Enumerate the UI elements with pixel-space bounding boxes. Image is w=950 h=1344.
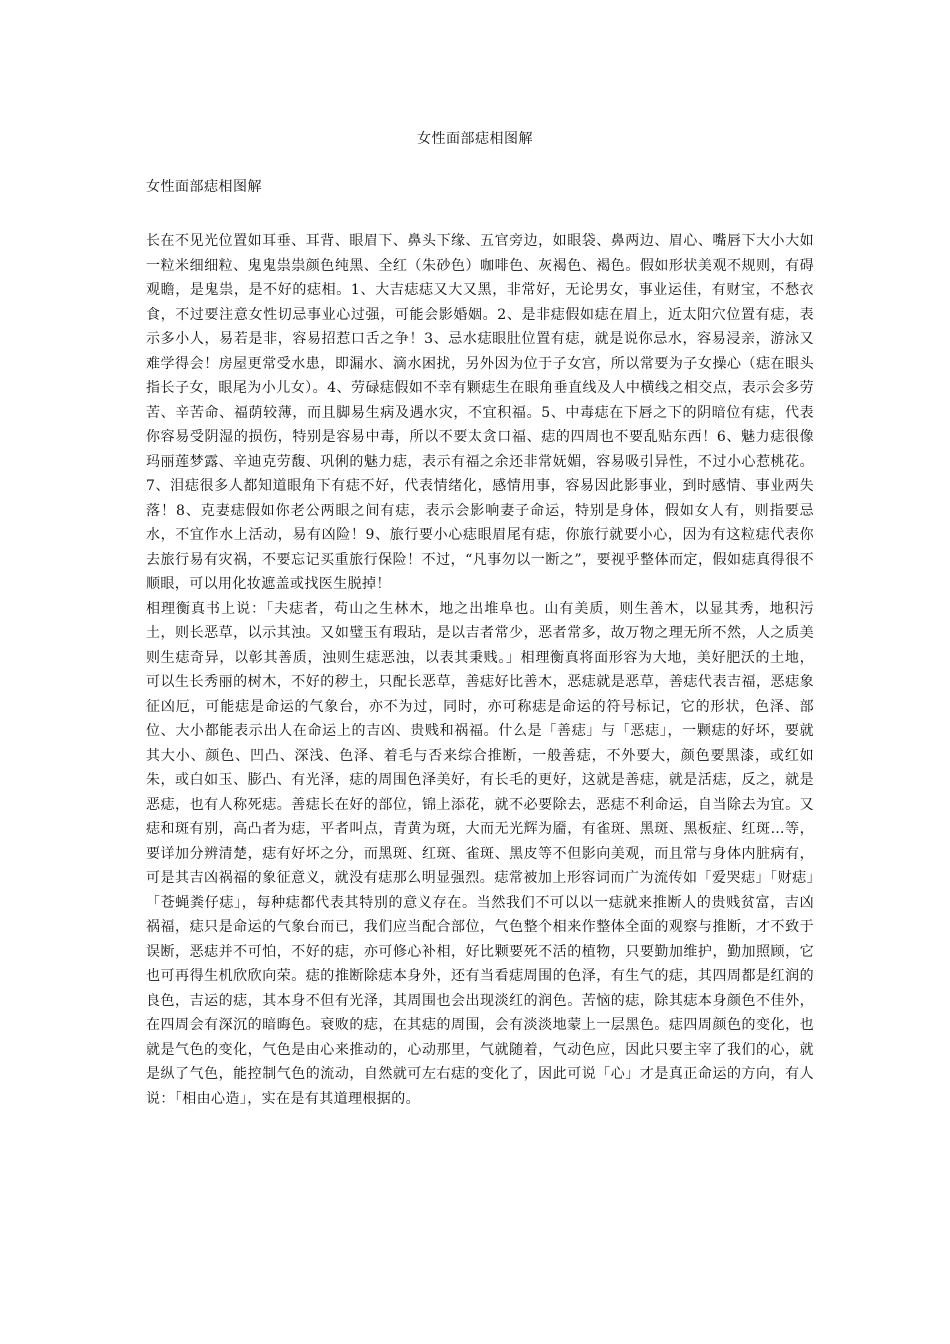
section-heading: 女性面部痣相图解	[146, 179, 262, 195]
body-paragraph: 相理衡真书上说：「夫痣者，苟山之生林木，地之出堆阜也。山有美质，则生善木，以显其秀，地积污土，则长恶草，以示其浊。又如璧玉有瑕玷，是以吉者常少，恶者常多，故万物之理无所不然，人之质美则生痣奇异，以彰其善质，浊则生痣恶浊，以表其秉贱。」相理衡真将面形容为大地，美好肥沃的土地，可以生长秀丽的树木，不好的秽土，只配长恶草，善痣好比善木，恶痣就是恶草，善痣代表吉福，恶痣象征凶厄，可能痣是命运的气象台，亦不为过，同时，亦可称痣是命运的符号标记，它的形状，色泽、部位、大小都能表示出人在命运上的吉凶、贵贱和祸福。什么是「善痣」与「恶痣」，一颗痣的好坏，要就其大小、颜色、凹凸、深浅、色泽、着毛与否来综合推断，一般善痣，不外要大，颜色要黑漆，或红如朱，或白如玉、膨凸、有光泽，痣的周围色泽美好，有长毛的更好，这就是善痣，就是活痣，反之，就是恶痣，也有人称死痣。善痣长在好的部位，锦上添花，就不必要除去，恶痣不利命运，自当除去为宜。又痣和斑有别，高凸者为痣，平者叫点，青黄为斑，大而无光辉为靥，有雀斑、黑斑、黑板症、红斑…等，要详加分辨清楚，痣有好坏之分，而黑斑、红斑、雀斑、黑皮等不但影向美观，而且常与身体内脏病有，可是其吉凶祸福的象征意义，就没有痣那么明显强烈。痣常被加上形容词而广为流传如「爱哭痣」「财痣」「苍蝇粪仔痣」，每种痣都代表其特別的意义存在。当然我们不可以以一痣就来推断人的贵贱贫富，吉凶祸福，痣只是命运的气象台而已，我们应当配合部位，气色整个相来作整体全面的观察与推断，才不致于误断，恶痣并不可怕，不好的痣，亦可修心补相，好比颗要死不活的植物，只要勤加维护，勤加照顾，它也可再得生机欣欣向荣。痣的推断除痣本身外，还有当看痣周围的色泽，有生气的痣，其四周都是红润的良色，吉运的痣，其本身不但有光泽，其周围也会出现淡红的润色。苦恼的痣，除其痣本身颜色不佳外，在四周会有深沉的暗晦色。衰败的痣，在其痣的周围，会有淡淡地蒙上一层黑色。痣四周颜色的变化，也就是气色的变化，气色是由心来推动的，心动那里，气就随着，气动色应，因此只要主宰了我们的心，就是纵了气色，能控制气色的流动，自然就可左右痣的变化了，因此可说「心」才是真正命运的方向，有人说：「相由心造」，实在是有其道理根据的。	[146, 600, 814, 1107]
page-title: 女性面部痣相图解	[417, 131, 533, 147]
body-paragraph: 长在不见光位置如耳垂、耳背、眼眉下、鼻头下缘、五官旁边，如眼袋、鼻两边、眉心、嘴唇下大小大如一粒米细细粒、鬼鬼祟祟颜色纯黑、全红（朱砂色）咖啡色、灰褐色、褐色。假如形状美观不规则，有碍观瞻，是鬼祟，是不好的痣相。1、大吉痣痣又大又黑，非常好，无论男女，事业运佳，有财宝，不愁衣食，不过要注意女性切忌事业心过强，可能会影婚姻。2、是非痣假如痣在眉上，近太阳穴位置有痣，表示多小人，易若是非，容易招惹口舌之争！3、忌水痣眼肚位置有痣，就是说你忌水，容易浸亲，游泳又难学得会！房屋更常受水患，即漏水、滴水困扰，另外因为位于子女宫，所以常要为子女操心（痣在眼头指长子女，眼尾为小儿女）。4、劳碌痣假如不幸有颗痣生在眼角垂直线及人中横线之相交点，表示会多劳苦、辛苦命、福荫较薄，而且脚易生病及遇水灾，不宜积福。5、中毒痣在下唇之下的阴暗位有痣，代表你容易受阴湿的损伤，特别是容易中毒，所以不要太贪口福、痣的四周也不要乱贴东西！6、魅力痣很像玛丽莲梦露、辛迪克劳馥、巩俐的魅力痣，表示有福之余还非常妩媚，容易吸引异性，不过小心惹桃花。7、泪痣很多人都知道眼角下有痣不好，代表情绪化，感情用事，容易因此影事业，到时感情、事业两失落！8、克妻痣假如你老公两眼之间有痣，表示会影响妻子命运，特别是身体，假如女人有，则指要忌水，不宜作水上活动，易有凶险！9、旅行要小心痣眼眉尾有痣，你旅行就要小心，因为有这粒痣代表你去旅行易有灾祸，不要忘记买重旅行保险！不过，“凡事勿以一断之”，要视乎整体而定，假如痣真得很不顺眼，可以用化妆遮盖或找医生脱掉！	[146, 233, 814, 592]
article-body	[146, 229, 814, 1111]
